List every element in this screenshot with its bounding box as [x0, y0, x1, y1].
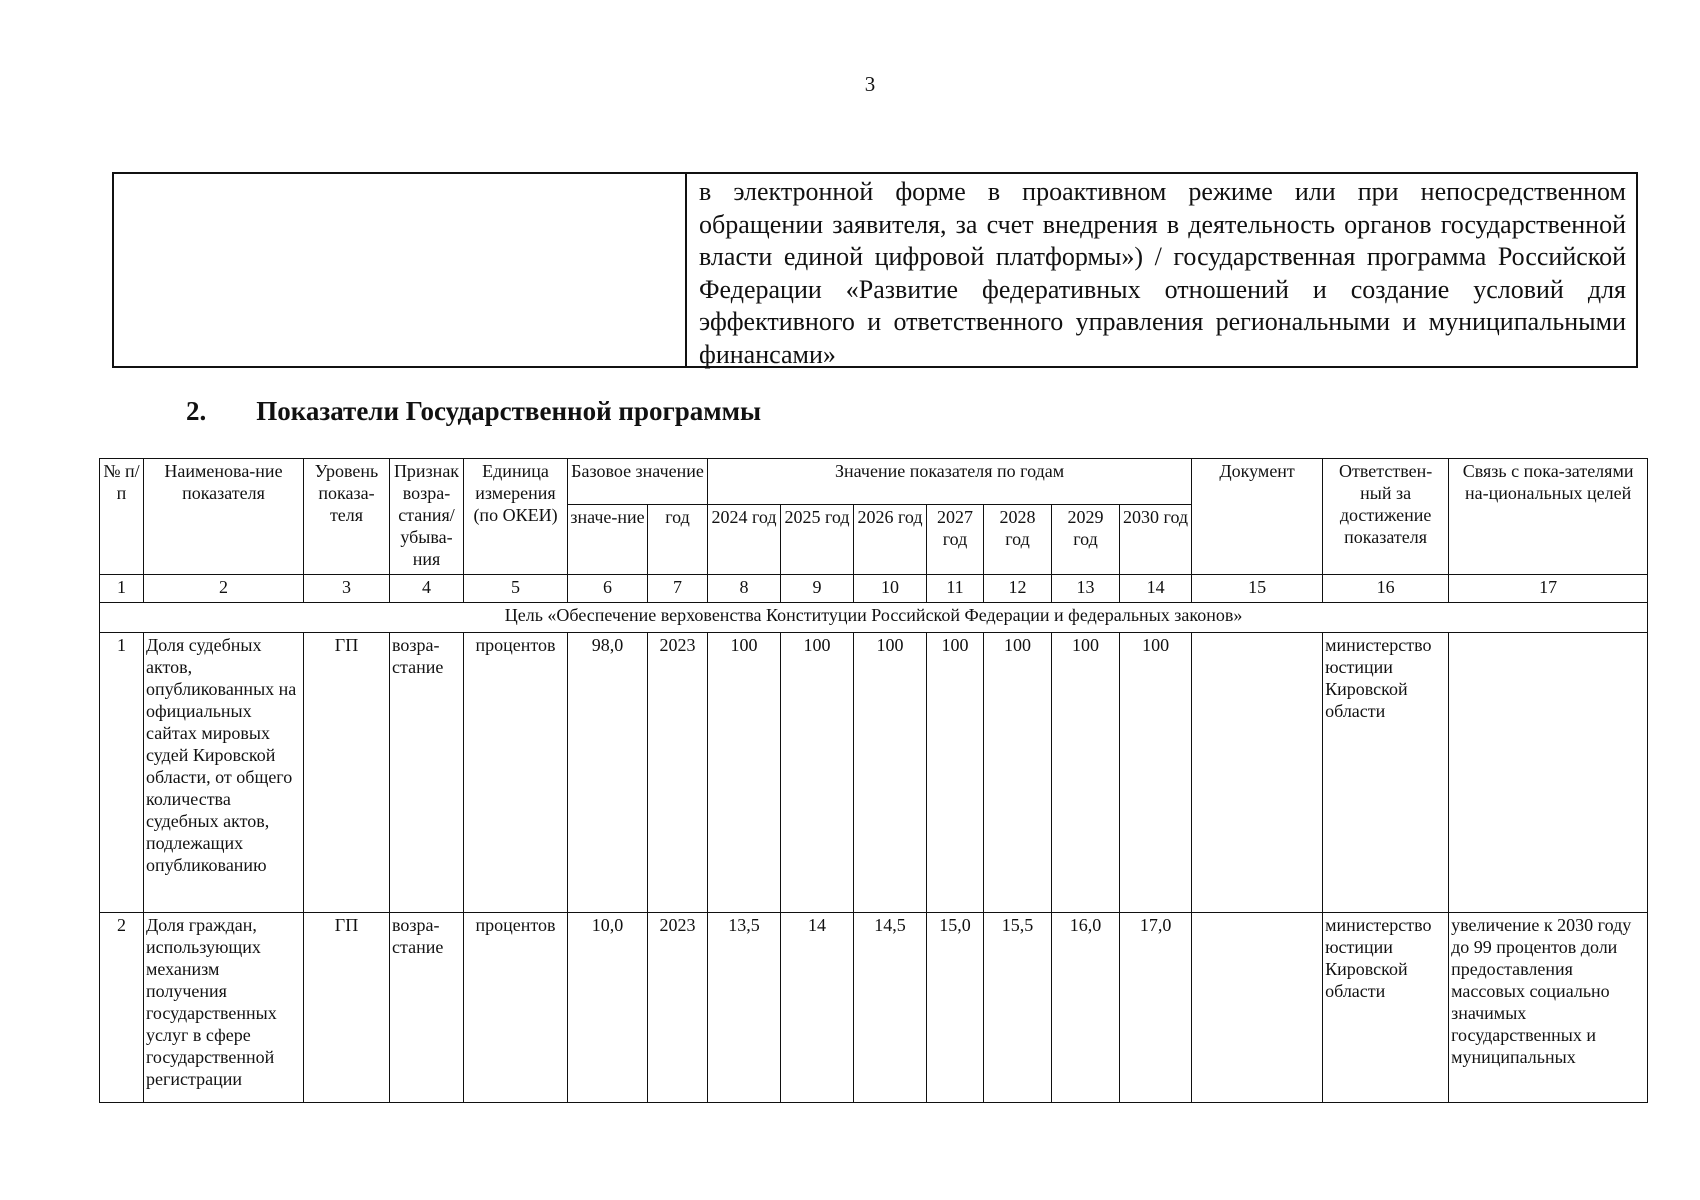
row-responsible: министерство юстиции Кировской области — [1323, 633, 1449, 913]
column-number: 4 — [390, 575, 464, 603]
row-sign: возра-стание — [390, 633, 464, 913]
section-heading — [186, 396, 761, 427]
row-base-year: 2023 — [648, 633, 708, 913]
row-value-2024: 13,5 — [708, 913, 781, 1103]
column-number: 8 — [708, 575, 781, 603]
column-number: 7 — [648, 575, 708, 603]
header-year: 2024 год — [708, 505, 781, 575]
row-base-value: 10,0 — [568, 913, 648, 1103]
row-value-2029: 16,0 — [1052, 913, 1120, 1103]
column-number: 14 — [1120, 575, 1192, 603]
column-number: 15 — [1192, 575, 1323, 603]
header-responsible: Ответствен-ный за достижение показателя — [1323, 459, 1449, 575]
row-link: увеличение к 2030 году до 99 процентов доли предоставления массовых социально значимых государственных и муниципальных — [1449, 913, 1648, 1103]
row-name: Доля граждан, использующих механизм получения государственных услуг в сфере государственной регистрации — [144, 913, 304, 1103]
row-responsible: министерство юстиции Кировской области — [1323, 913, 1449, 1103]
column-number-row — [100, 575, 1648, 603]
row-unit: процентов — [464, 913, 568, 1103]
table-row — [100, 633, 1648, 913]
header-level: Уровень показа-теля — [304, 459, 390, 575]
row-document — [1192, 633, 1323, 913]
column-number: 1 — [100, 575, 144, 603]
table-row — [100, 913, 1648, 1103]
row-link — [1449, 633, 1648, 913]
row-value-2025: 14 — [781, 913, 854, 1103]
column-number: 6 — [568, 575, 648, 603]
goal-row — [100, 603, 1648, 633]
column-number: 17 — [1449, 575, 1648, 603]
header-unit: Единица измерения (по ОКЕИ) — [464, 459, 568, 575]
row-level: ГП — [304, 633, 390, 913]
header-num: № п/п — [100, 459, 144, 575]
row-base-value: 98,0 — [568, 633, 648, 913]
column-number: 16 — [1323, 575, 1449, 603]
column-number: 13 — [1052, 575, 1120, 603]
header-base-year: год — [648, 505, 708, 575]
section-title: Показатели Государственной программы — [256, 396, 762, 426]
row-value-2028: 15,5 — [984, 913, 1052, 1103]
header-year: 2027 год — [927, 505, 984, 575]
goal-text: Цель «Обеспечение верховенства Конституции Российской Федерации и федеральных законов» — [100, 603, 1648, 633]
row-value-2027: 100 — [927, 633, 984, 913]
row-sign: возра-стание — [390, 913, 464, 1103]
row-name: Доля судебных актов, опубликованных на официальных сайтах мировых судей Кировской области, от общего количества судебных актов, подлежащих опубликованию — [144, 633, 304, 913]
column-number: 2 — [144, 575, 304, 603]
indicators-table — [99, 458, 1648, 1103]
header-base-value: значе-ние — [568, 505, 648, 575]
column-number: 11 — [927, 575, 984, 603]
row-num: 1 — [100, 633, 144, 913]
row-value-2027: 15,0 — [927, 913, 984, 1103]
column-number: 5 — [464, 575, 568, 603]
header-year: 2025 год — [781, 505, 854, 575]
header-name: Наименова-ние показателя — [144, 459, 304, 575]
column-number: 10 — [854, 575, 927, 603]
header-row-1 — [100, 459, 1648, 505]
row-value-2025: 100 — [781, 633, 854, 913]
header-link: Связь с пока-зателями на-циональных целей — [1449, 459, 1648, 575]
continuation-table — [112, 172, 1638, 368]
section-number: 2. — [186, 396, 207, 426]
continuation-text: в электронной форме в проактивном режиме или при непосредственном обращении заявителя, за счет внедрения в деятельность органов государственной власти единой цифровой платформы») / государственная программа Российской Федерации «Развитие федеративных отношений и создание условий для эффективного и ответственного управления региональными и муниципальными финансами» — [699, 177, 1626, 369]
row-value-2028: 100 — [984, 633, 1052, 913]
header-year: 2029 год — [1052, 505, 1120, 575]
row-value-2026: 14,5 — [854, 913, 927, 1103]
header-by-years: Значение показателя по годам — [708, 459, 1192, 505]
row-document — [1192, 913, 1323, 1103]
page-number: 3 — [864, 72, 876, 96]
header-base: Базовое значение — [568, 459, 708, 505]
header-sign: Признак возра-стания/ убыва-ния — [390, 459, 464, 575]
row-num: 2 — [100, 913, 144, 1103]
row-unit: процентов — [464, 633, 568, 913]
header-year: 2028 год — [984, 505, 1052, 575]
header-year: 2026 год — [854, 505, 927, 575]
column-number: 9 — [781, 575, 854, 603]
column-number: 3 — [304, 575, 390, 603]
row-level: ГП — [304, 913, 390, 1103]
row-value-2030: 17,0 — [1120, 913, 1192, 1103]
row-value-2029: 100 — [1052, 633, 1120, 913]
row-value-2024: 100 — [708, 633, 781, 913]
header-document: Документ — [1192, 459, 1323, 575]
row-value-2030: 100 — [1120, 633, 1192, 913]
row-value-2026: 100 — [854, 633, 927, 913]
continuation-table-empty-cell — [114, 174, 687, 366]
header-year: 2030 год — [1120, 505, 1192, 575]
column-number: 12 — [984, 575, 1052, 603]
row-base-year: 2023 — [648, 913, 708, 1103]
